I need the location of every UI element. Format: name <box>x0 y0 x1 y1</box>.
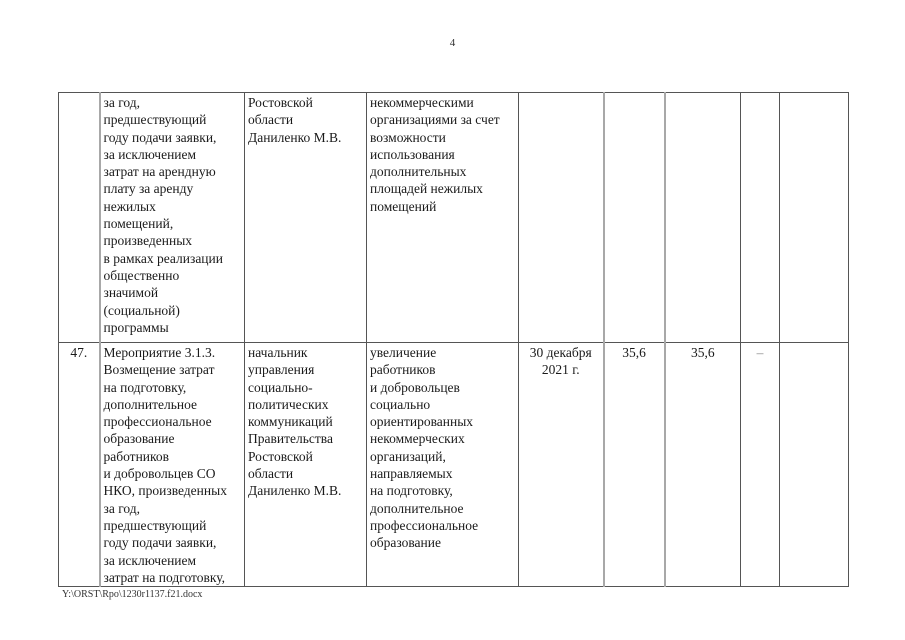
cell-value-2: 35,6 <box>665 343 741 587</box>
cell-date <box>519 93 604 343</box>
cell-date: 30 декабря 2021 г. <box>519 343 604 587</box>
footer-file-path: Y:\ORST\Rpo\1230r1137.f21.docx <box>62 589 203 600</box>
cell-responsible: начальник управления социально- политических коммуникаций Правительства Ростовской области Даниленко М.В. <box>245 343 367 587</box>
cell-result: некоммерческими организациями за счет возможности использования дополнительных площадей нежилых помещений <box>367 93 519 343</box>
cell-value-3: – <box>741 343 780 587</box>
cell-event: Мероприятие 3.1.3. Возмещение затрат на подготовку, дополнительное профессиональное образование работников и добровольцев СО НКО, произведенных за год, предшествующий году подачи заявки, за исключением затрат на подготовку, <box>100 343 245 587</box>
cell-value-1 <box>604 93 665 343</box>
cell-value-4 <box>780 93 849 343</box>
page-number: 4 <box>449 37 456 49</box>
cell-responsible: Ростовской области Даниленко М.В. <box>245 93 367 343</box>
cell-value-2 <box>665 93 741 343</box>
cell-value-4 <box>780 343 849 587</box>
cell-event: за год, предшествующий году подачи заявки, за исключением затрат на арендную плату за аренду нежилых помещений, произведенных в рамках реализации общественно значимой (социальной) программы <box>100 93 245 343</box>
cell-result: увеличение работников и добровольцев социально ориентированных некоммерческих организаций, направляемых на подготовку, дополнительное профессиональное образование <box>367 343 519 587</box>
cell-value-3 <box>741 93 780 343</box>
plan-table <box>58 92 849 587</box>
cell-number <box>59 93 100 343</box>
cell-value-1: 35,6 <box>604 343 665 587</box>
table-row <box>59 93 849 343</box>
table-row <box>59 343 849 587</box>
cell-number: 47. <box>59 343 100 587</box>
